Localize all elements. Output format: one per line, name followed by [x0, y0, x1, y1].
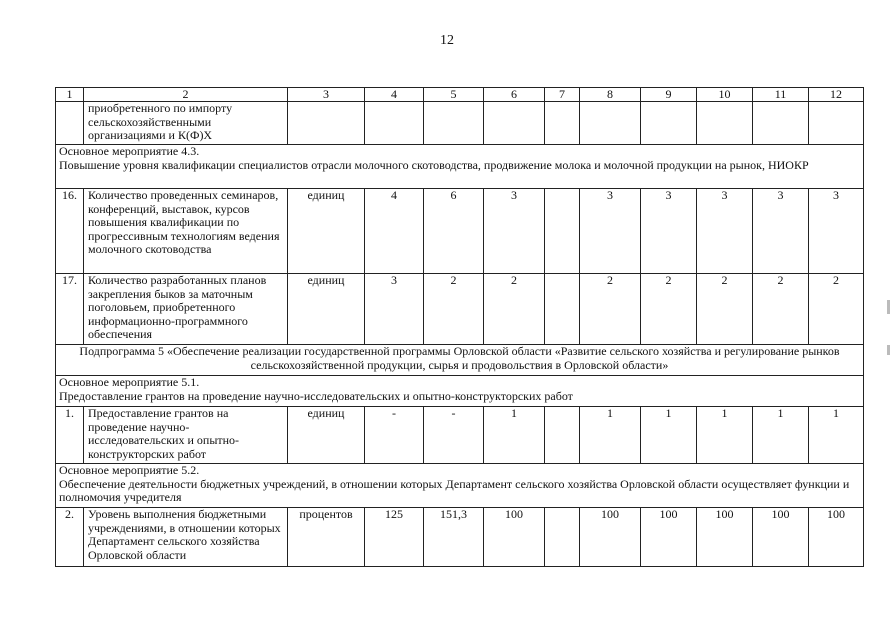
table-row — [56, 407, 864, 464]
table-cell: 125 — [365, 508, 424, 567]
table-cell: 4 — [365, 189, 424, 274]
section-cell — [56, 145, 864, 189]
table-cell — [641, 102, 697, 145]
table-cell: 1 — [484, 407, 545, 464]
scan-mark — [887, 345, 890, 355]
table-row — [56, 508, 864, 567]
table-row — [56, 102, 864, 145]
table-cell: 3 — [753, 189, 809, 274]
table-cell — [424, 102, 484, 145]
section-cell — [56, 376, 864, 407]
table-cell: 3 — [484, 189, 545, 274]
table-cell: единиц — [288, 407, 365, 464]
section-cell — [56, 464, 864, 508]
table-cell — [580, 102, 641, 145]
section-row — [56, 145, 864, 189]
header-cell: 8 — [580, 88, 641, 102]
header-cell: 7 — [545, 88, 580, 102]
table-body — [56, 88, 864, 567]
table-cell — [753, 102, 809, 145]
scan-mark — [887, 300, 890, 314]
table-cell: 16. — [56, 189, 84, 274]
table-cell: 1 — [697, 407, 753, 464]
table-cell: 2 — [641, 274, 697, 345]
section-title: Основное мероприятие 4.3. — [59, 144, 200, 158]
table-cell — [288, 102, 365, 145]
table-cell: 2 — [809, 274, 864, 345]
table-cell: 100 — [809, 508, 864, 567]
table-cell: 151,3 — [424, 508, 484, 567]
table-cell: - — [365, 407, 424, 464]
header-cell: 4 — [365, 88, 424, 102]
subprogram-cell: Подпрограмма 5 «Обеспечение реализации государственной программы Орловской области «Развитие сельского хозяйства и регулирование рынков сельскохозяйственной продукции, сырья и продовольствия в Орловской области» — [56, 345, 864, 376]
section-title: Основное мероприятие 5.2. — [59, 463, 200, 477]
table-cell: 3 — [809, 189, 864, 274]
table-cell: Количество проведенных семинаров, конференций, выставок, курсов повышения квалификации по прогрессивным технологиям ведения молочного скотоводства — [84, 189, 288, 274]
table-cell: 3 — [365, 274, 424, 345]
section-row — [56, 464, 864, 508]
table-cell: 2 — [580, 274, 641, 345]
table-cell: 2 — [484, 274, 545, 345]
table-cell — [809, 102, 864, 145]
table-cell: единиц — [288, 189, 365, 274]
table-cell: 2 — [697, 274, 753, 345]
table-cell: Предоставление грантов на проведение научно-исследовательских и опытно-конструкторских работ — [84, 407, 288, 464]
header-cell: 9 — [641, 88, 697, 102]
table-cell: 2. — [56, 508, 84, 567]
header-cell: 12 — [809, 88, 864, 102]
table-cell: - — [424, 407, 484, 464]
table-cell: 2 — [424, 274, 484, 345]
table-cell: 3 — [580, 189, 641, 274]
table-row — [56, 189, 864, 274]
indicators-table — [55, 87, 864, 567]
section-title: Основное мероприятие 5.1. — [59, 375, 200, 389]
table-cell: 6 — [424, 189, 484, 274]
table-cell: 100 — [697, 508, 753, 567]
table-cell — [697, 102, 753, 145]
header-cell: 6 — [484, 88, 545, 102]
table-cell: 1 — [809, 407, 864, 464]
header-cell: 10 — [697, 88, 753, 102]
table-cell — [545, 189, 580, 274]
table-cell: 100 — [641, 508, 697, 567]
table-cell — [484, 102, 545, 145]
table-row — [56, 274, 864, 345]
table-cell — [56, 102, 84, 145]
table-cell: 100 — [753, 508, 809, 567]
table-cell — [545, 508, 580, 567]
table-cell: 100 — [484, 508, 545, 567]
table-cell: единиц — [288, 274, 365, 345]
table-cell: 2 — [753, 274, 809, 345]
table-cell — [365, 102, 424, 145]
table-cell: 1 — [753, 407, 809, 464]
section-row — [56, 376, 864, 407]
table-cell: 3 — [697, 189, 753, 274]
header-cell: 5 — [424, 88, 484, 102]
section-text: Предоставление грантов на проведение научно-исследовательских и опытно-конструкторских работ — [59, 388, 573, 403]
table-cell — [545, 102, 580, 145]
subprogram-row — [56, 345, 864, 376]
table-cell: 1 — [580, 407, 641, 464]
table-cell: 3 — [641, 189, 697, 274]
table-cell: 1. — [56, 407, 84, 464]
table-cell: Количество разработанных планов закрепления быков за маточным поголовьем, приобретенного информационно-программного обеспечения — [84, 274, 288, 345]
header-cell: 3 — [288, 88, 365, 102]
section-text: Повышение уровня квалификации специалистов отрасли молочного скотоводства, продвижение молока и молочной продукции на рынок, НИОКР — [59, 157, 809, 172]
table-cell: приобретенного по импорту сельскохозяйственными организациями и К(Ф)Х — [84, 102, 288, 145]
header-cell: 11 — [753, 88, 809, 102]
table-cell — [545, 274, 580, 345]
header-cell: 2 — [84, 88, 288, 102]
table-cell: 17. — [56, 274, 84, 345]
table-cell: 100 — [580, 508, 641, 567]
page-number: 12 — [440, 33, 454, 48]
header-row — [56, 88, 864, 102]
table-cell: процентов — [288, 508, 365, 567]
header-cell: 1 — [56, 88, 84, 102]
table-cell: Уровень выполнения бюджетными учреждениями, в отношении которых Департамент сельского хозяйства Орловской области — [84, 508, 288, 567]
table-cell — [545, 407, 580, 464]
table-cell: 1 — [641, 407, 697, 464]
section-text: Обеспечение деятельности бюджетных учреждений, в отношении которых Департамент сельского хозяйства Орловской области осуществляет функции и полномочия учредителя — [59, 476, 850, 504]
